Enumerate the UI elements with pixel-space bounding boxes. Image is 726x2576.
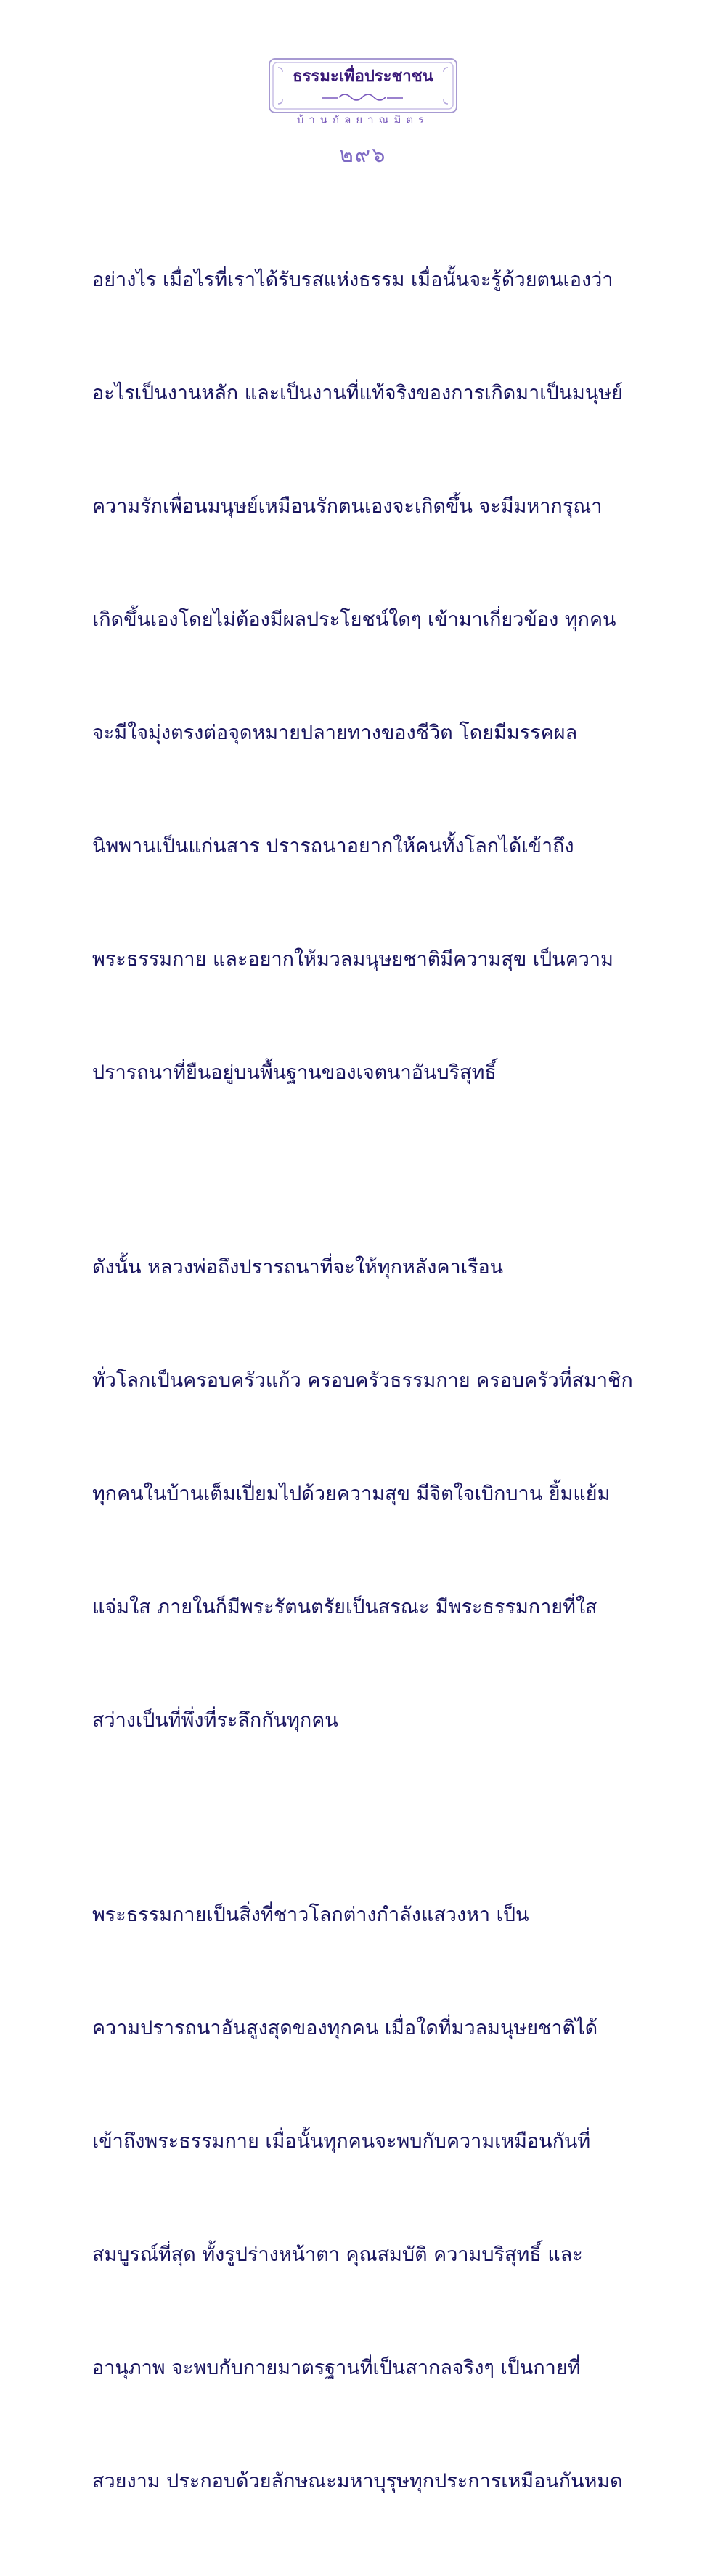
text-line: ดังนั้น หลวงพ่อถึงปรารถนาที่จะให้ทุกหลังคาเรือน <box>92 1256 504 1279</box>
text-line: พระธรรมกาย และอยากให้มวลมนุษยชาติมีความสุข เป็นความ <box>92 948 613 971</box>
text-line: นิพพานเป็นแก่นสาร ปรารถนาอยากให้คนทั้งโลกได้เข้าถึง <box>92 835 574 857</box>
text-line: อย่างไร เมื่อไรที่เราได้รับรสแห่งธรรม เมื่อนั้นจะรู้ด้วยตนเองว่า <box>92 269 613 291</box>
page-number: ๒๙๖ <box>339 142 387 167</box>
text-line: ทั่วโลกเป็นครอบครัวแก้ว ครอบครัวธรรมกาย ครอบครัวที่สมาชิก <box>92 1369 633 1392</box>
text-line: เข้าถึงพระธรรมกาย เมื่อนั้นทุกคนจะพบกับความเหมือนกันที่ <box>92 2130 591 2153</box>
logo-title: ธรรมะเพื่อประชาชน <box>293 67 433 86</box>
text-line: ปรารถนาที่ยืนอยู่บนพื้นฐานของเจตนาอันบริสุทธิ์ <box>92 1061 497 1084</box>
text-line: เกิดขึ้นเองโดยไม่ต้องมีผลประโยชน์ใดๆ เข้ามาเกี่ยวข้อง ทุกคน <box>92 608 616 631</box>
text-line: ความปรารถนาอันสูงสุดของทุกคน เมื่อใดที่มวลมนุษยชาติได้ <box>92 2017 598 2039</box>
text-line: สมบูรณ์ที่สุด ทั้งรูปร่างหน้าตา คุณสมบัติ ความบริสุทธิ์ และ <box>92 2243 583 2266</box>
publisher-name: บ้านกัลยาณมิตร <box>296 113 430 126</box>
paragraph-1 <box>92 186 623 1167</box>
text-line: อานุภาพ จะพบกับกายมาตรฐานที่เป็นสากลจริงๆ เป็นกายที่ <box>92 2357 581 2379</box>
text-line: พระธรรมกายเป็นสิ่งที่ชาวโลกต่างกำลังแสวงหา เป็น <box>92 1904 529 1926</box>
logo <box>268 57 458 114</box>
text-line: อะไรเป็นงานหลัก และเป็นงานที่แท้จริงของการเกิดมาเป็นมนุษย์ <box>92 382 623 404</box>
text-line: สว่างเป็นที่พึ่งที่ระลึกกันทุกคน <box>92 1709 338 1732</box>
text-line: สวยงาม ประกอบด้วยลักษณะมหาบุรุษทุกประการเหมือนกันหมด <box>92 2470 623 2493</box>
text-line: จะมีใจมุ่งตรงต่อจุดหมายปลายทางของชีวิต โดยมีมรรคผล <box>92 722 578 744</box>
text-line: ความรักเพื่อนมนุษย์เหมือนรักตนเองจะเกิดขึ้น จะมีมหากรุณา <box>92 495 603 518</box>
text-line: แจ่มใส ภายในก็มีพระรัตนตรัยเป็นสรณะ มีพระธรรมกายที่ใส <box>92 1596 597 1618</box>
paragraph-3 <box>92 1821 623 2576</box>
body-text <box>92 186 633 2576</box>
text-line: ทุกคนในบ้านเต็มเปี่ยมไปด้วยความสุข มีจิตใจเบิกบาน ยิ้มแย้ม <box>92 1483 611 1505</box>
paragraph-2 <box>92 1173 633 1815</box>
